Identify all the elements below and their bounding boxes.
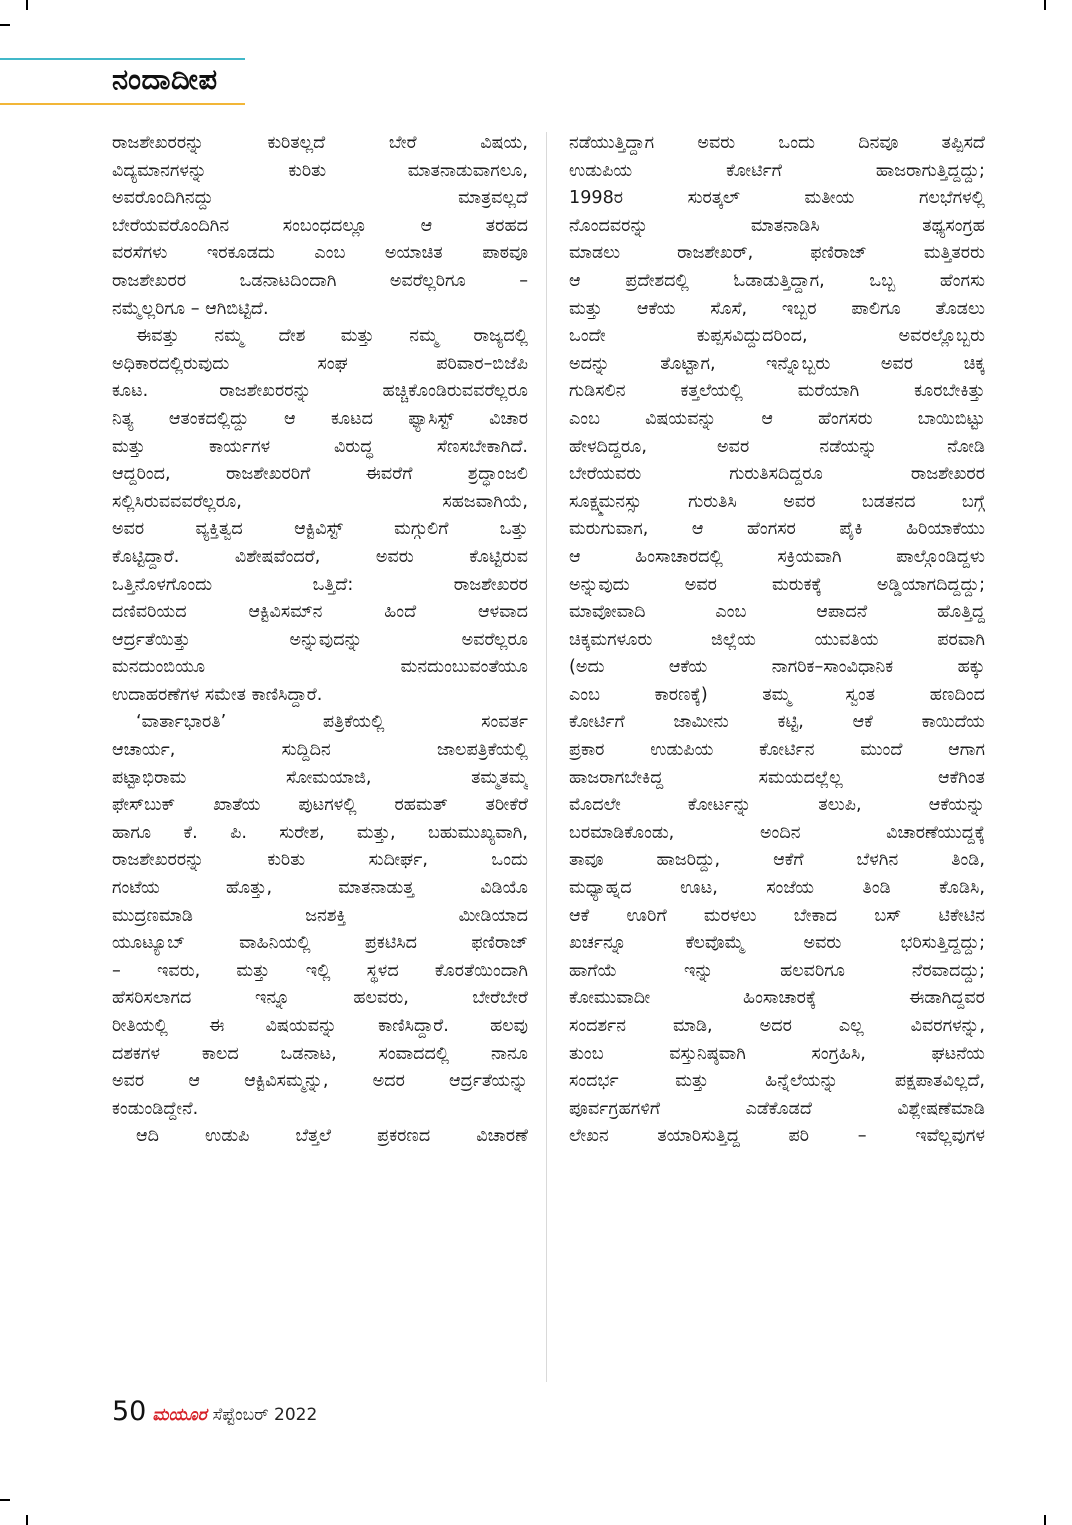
text-line: ಮರುಗುವಾಗ, ಆ ಹೆಂಗಸರ ಪೈಕಿ ಹಿರಿಯಾಕೆಯು bbox=[569, 519, 985, 540]
crop-mark bbox=[1044, 1515, 1046, 1525]
text-line: ಮುದ್ರಣಮಾಡಿ ಜನಶಕ್ತಿ ಮೀಡಿಯಾದ bbox=[112, 905, 528, 926]
text-line: ಸಂದರ್ಶನ ಮಾಡಿ, ಅದರ ಎಲ್ಲ ವಿವರಗಳನ್ನು, bbox=[569, 1016, 985, 1036]
text-line: ಆದಿ ಉಡುಪಿ ಬೆತ್ತಲೆ ಪ್ರಕರಣದ ವಿಚಾರಣೆ bbox=[136, 1126, 528, 1147]
right-column bbox=[569, 130, 985, 1151]
text-line: ಗಂಟೆಯ ಹೊತ್ತು, ಮಾತನಾಡುತ್ತ ವಿಡಿಯೊ bbox=[112, 878, 528, 899]
text-line: ಮತ್ತು ಕಾರ್ಯಗಳ ವಿರುದ್ಧ ಸೆಣಸಬೇಕಾಗಿದೆ. bbox=[112, 436, 528, 457]
text-line: ನಿತ್ಯ ಆತಂಕದಲ್ಲಿದ್ದು ಆ ಕೂಟದ ಫ್ಯಾಸಿಸ್ಟ್ ವಿಚಾರ bbox=[112, 408, 528, 429]
text-line: ಈವತ್ತು ನಮ್ಮ ದೇಶ ಮತ್ತು ನಮ್ಮ ರಾಜ್ಯದಲ್ಲಿ bbox=[136, 326, 528, 347]
text-line: – ಇವರು, ಮತ್ತು ಇಲ್ಲಿ ಸ್ಥಳದ ಕೊರತೆಯಿಂದಾಗಿ bbox=[112, 960, 528, 981]
text-line: ಮಾವೋವಾದಿ ಎಂಬ ಆಪಾದನೆ ಹೊತ್ತಿದ್ದ bbox=[569, 602, 985, 623]
text-line: ಕೊಟ್ಟಿದ್ದಾರೆ. ವಿಶೇಷವೆಂದರೆ, ಅವರು ಕೊಟ್ಟಿರುವ bbox=[112, 546, 528, 567]
text-line: ವಿದ್ಯಮಾನಗಳನ್ನು ಕುರಿತು ಮಾತನಾಡುವಾಗಲೂ, bbox=[112, 160, 528, 181]
text-line: ತುಂಬ ವಸ್ತುನಿಷ್ಠವಾಗಿ ಸಂಗ್ರಹಿಸಿ, ಘಟನೆಯ bbox=[569, 1043, 985, 1064]
text-line: ನಮ್ಮೆಲ್ಲರಿಗೂ – ಆಗಿಬಿಟ್ಟಿದೆ. bbox=[112, 298, 269, 319]
text-line: ‘ವಾರ್ತಾಭಾರತಿ’ ಪತ್ರಿಕೆಯಲ್ಲಿ ಸಂವರ್ತ bbox=[136, 712, 528, 733]
page-number: 50 bbox=[112, 1396, 147, 1427]
text-line: ಸೂಕ್ಷ್ಮಮನಸ್ಸು ಗುರುತಿಸಿ ಅವರ ಬಡತನದ ಬಗ್ಗೆ bbox=[569, 491, 985, 512]
text-line: ದಣಿವರಿಯದ ಆಕ್ಟಿವಿಸಮ್‌ನ ಹಿಂದೆ ಆಳವಾದ bbox=[112, 602, 528, 623]
text-line: ಅವರ ಆ ಆಕ್ಟಿವಿಸಮ್ಮನ್ನು, ಅದರ ಆರ್ದ್ರತೆಯನ್ನು bbox=[112, 1071, 528, 1092]
text-line: ಫೇಸ್‌ಬುಕ್ ಖಾತೆಯ ಪುಟಗಳಲ್ಲಿ ರಹಮತ್ ತರೀಕೆರೆ bbox=[112, 795, 528, 816]
text-line: ಹಾಗೆಯೆ ಇನ್ನು ಹಲವರಿಗೂ ನೆರವಾದದ್ದು; bbox=[569, 960, 985, 981]
text-line: ಮಧ್ಯಾಹ್ನದ ಊಟ, ಸಂಜೆಯ ತಿಂಡಿ ಕೊಡಿಸಿ, bbox=[569, 878, 985, 899]
text-line: ಆಚಾರ್ಯ, ಸುದ್ದಿದಿನ ಜಾಲಪತ್ರಿಕೆಯಲ್ಲಿ bbox=[112, 740, 528, 761]
text-line: ಒಂದೇ ಕುಪ್ಪಸವಿದ್ದುದರಿಂದ, ಅವರಲ್ಲೊಬ್ಬರು bbox=[569, 326, 985, 347]
text-line: ಖರ್ಚನ್ನೂ ಕೆಲವೊಮ್ಮೆ ಅವರು ಭರಿಸುತ್ತಿದ್ದದ್ದು; bbox=[569, 933, 985, 954]
text-line: ಯೂಟ್ಯೂಬ್ ವಾಹಿನಿಯಲ್ಲಿ ಪ್ರಕಟಿಸಿದ ಫಣಿರಾಜ್ bbox=[112, 933, 528, 954]
text-line: ತಾವೂ ಹಾಜರಿದ್ದು, ಆಕೆಗೆ ಬೆಳಗಿನ ತಿಂಡಿ, bbox=[569, 850, 985, 871]
text-line: ಅದನ್ನು ತೊಟ್ಟಾಗ, ಇನ್ನೊಬ್ಬರು ಅವರ ಚಿಕ್ಕ bbox=[569, 353, 985, 374]
text-line: ಬೇರೆಯವರೊಂದಿಗಿನ ಸಂಬಂಧದಲ್ಲೂ ಆ ತರಹದ bbox=[112, 215, 528, 236]
text-line: ಚಿಕ್ಕಮಗಳೂರು ಜಿಲ್ಲೆಯ ಯುವತಿಯ ಪರವಾಗಿ bbox=[569, 629, 985, 650]
text-line: ಅಧಿಕಾರದಲ್ಲಿರುವುದು ಸಂಘ ಪರಿವಾರ–ಬಿಜೆಪಿ bbox=[112, 353, 528, 374]
text-line: ಆ ಪ್ರದೇಶದಲ್ಲಿ ಓಡಾಡುತ್ತಿದ್ದಾಗ, ಒಬ್ಬ ಹೆಂಗಸು bbox=[569, 270, 985, 291]
text-line: ಕೋರ್ಟಿಗೆ ಜಾಮೀನು ಕಟ್ಟಿ, ಆಕೆ ಕಾಯಿದೆಯ bbox=[569, 712, 985, 733]
text-line: ಅನ್ನುವುದು ಅವರ ಮರುಕಕ್ಕೆ ಅಡ್ಡಿಯಾಗದಿದ್ದದ್ದು; bbox=[569, 574, 985, 595]
text-line: ಬರಮಾಡಿಕೊಂಡು, ಅಂದಿನ ವಿಚಾರಣೆಯುದ್ದಕ್ಕೆ bbox=[569, 822, 985, 843]
text-line: ಮಾಡಲು ರಾಜಶೇಖರ್, ಫಣಿರಾಜ್ ಮತ್ತಿತರರು bbox=[569, 243, 985, 264]
text-line: ಉದಾಹರಣೆಗಳ ಸಮೇತ ಕಾಣಿಸಿದ್ದಾರೆ. bbox=[112, 684, 323, 705]
text-line: ರಾಜಶೇಖರರ ಒಡನಾಟದಿಂದಾಗಿ ಅವರೆಲ್ಲರಿಗೂ – bbox=[112, 270, 528, 291]
text-line: ಎಂಬ ವಿಷಯವನ್ನು ಆ ಹೆಂಗಸರು ಬಾಯಿಬಿಟ್ಟು bbox=[569, 408, 985, 429]
text-line: ಒತ್ತಿನೊಳಗೊಂದು ಒತ್ತಿದೆ: ರಾಜಶೇಖರರ bbox=[112, 574, 528, 595]
issue-date: ಸೆಪ್ಟೆಂಬರ್ 2022 bbox=[212, 1405, 318, 1425]
text-line: ಸಲ್ಲಿಸಿರುವವವರೆಲ್ಲರೂ, ಸಹಜವಾಗಿಯೆ, bbox=[112, 491, 528, 512]
text-line: ಆಕೆ ಊರಿಗೆ ಮರಳಲು ಬೇಕಾದ ಬಸ್ ಟಿಕೇಟಿನ bbox=[569, 905, 985, 926]
text-line: ಕೂಟ. ರಾಜಶೇಖರರನ್ನು ಹಚ್ಚಿಕೊಂಡಿರುವವರೆಲ್ಲರೂ bbox=[112, 381, 528, 402]
text-line: ಬೇರೆಯವರು ಗುರುತಿಸದಿದ್ದರೂ ರಾಜಶೇಖರರ bbox=[569, 464, 985, 485]
text-line: ಹಾಗೂ ಕೆ. ಪಿ. ಸುರೇಶ, ಮತ್ತು, ಬಹುಮುಖ್ಯವಾಗಿ, bbox=[112, 822, 528, 843]
text-line: ಕಂಡುಂಡಿದ್ದೇನೆ. bbox=[112, 1098, 199, 1119]
text-line: ನೊಂದವರನ್ನು ಮಾತನಾಡಿಸಿ ತಥ್ಯಸಂಗ್ರಹ bbox=[569, 215, 985, 236]
text-line: ಪೂರ್ವಗ್ರಹಗಳಿಗೆ ಎಡೆಕೊಡದೆ ವಿಶ್ಲೇಷಣೆಮಾಡಿ bbox=[569, 1098, 985, 1119]
crop-mark bbox=[1044, 0, 1046, 10]
text-line: ಗುಡಿಸಲಿನ ಕತ್ತಲೆಯಲ್ಲಿ ಮರೆಯಾಗಿ ಕೂರಬೇಕಿತ್ತು bbox=[569, 381, 985, 402]
crop-mark bbox=[26, 1515, 28, 1525]
magazine-name: ಮಯೂರ bbox=[152, 1405, 207, 1425]
text-line: ಹೆಸರಿಸಲಾಗದ ಇನ್ನೂ ಹಲವರು, ಬೇರೆಬೇರೆ bbox=[112, 988, 528, 1009]
text-line: ಆರ್ದ್ರತೆಯಿತ್ತು ಅನ್ನುವುದನ್ನು ಅವರೆಲ್ಲರೂ bbox=[112, 629, 528, 650]
text-line: ಮತ್ತು ಆಕೆಯ ಸೊಸೆ, ಇಬ್ಬರ ಪಾಲಿಗೂ ತೊಡಲು bbox=[569, 298, 985, 319]
text-line: ಅವರೊಂದಿಗಿನದ್ದು ಮಾತ್ರವಲ್ಲದೆ bbox=[112, 188, 528, 209]
text-line: ಮೊದಲೇ ಕೋರ್ಟನ್ನು ತಲುಪಿ, ಆಕೆಯನ್ನು bbox=[569, 795, 985, 816]
text-line: ಎಂಬ ಕಾರಣಕ್ಕೆ) ತಮ್ಮ ಸ್ವಂತ ಹಣದಿಂದ bbox=[569, 684, 985, 705]
text-line: 1998ರ ಸುರತ್ಕಲ್ ಮತೀಯ ಗಲಭೆಗಳಲ್ಲಿ bbox=[569, 188, 985, 209]
text-line: ರೀತಿಯಲ್ಲಿ ಈ ವಿಷಯವನ್ನು ಕಾಣಿಸಿದ್ದಾರೆ. ಹಲವು bbox=[112, 1016, 528, 1036]
text-line: ಹೇಳದಿದ್ದರೂ, ಅವರ ನಡೆಯನ್ನು ನೋಡಿ bbox=[569, 436, 985, 457]
header-rule-top bbox=[0, 58, 245, 60]
text-line: (ಅದು ಆಕೆಯ ನಾಗರಿಕ–ಸಾಂವಿಧಾನಿಕ ಹಕ್ಕು bbox=[569, 657, 985, 678]
text-line: ಕೋಮುವಾದೀ ಹಿಂಸಾಚಾರಕ್ಕೆ ಈಡಾಗಿದ್ದವರ bbox=[569, 988, 985, 1009]
text-line: ದಶಕಗಳ ಕಾಲದ ಒಡನಾಟ, ಸಂವಾದದಲ್ಲಿ ನಾನೂ bbox=[112, 1043, 528, 1064]
crop-mark bbox=[0, 1499, 10, 1501]
text-line: ವರಸೆಗಳು ಇರಕೂಡದು ಎಂಬ ಅಯಾಚಿತ ಪಾಠವೂ bbox=[112, 243, 528, 264]
text-line: ರಾಜಶೇಖರರನ್ನು ಕುರಿತಲ್ಲದೆ ಬೇರೆ ವಿಷಯ, bbox=[112, 133, 528, 153]
text-line: ಪ್ರಕಾರ ಉಡುಪಿಯ ಕೋರ್ಟಿನ ಮುಂದೆ ಆಗಾಗ bbox=[569, 740, 985, 761]
page-footer bbox=[112, 1396, 317, 1427]
text-line: ಆ ಹಿಂಸಾಚಾರದಲ್ಲಿ ಸಕ್ರಿಯವಾಗಿ ಪಾಲ್ಗೊಂಡಿದ್ದಳು bbox=[569, 546, 985, 567]
text-line: ಹಾಜರಾಗಬೇಕಿದ್ದ ಸಮಯದಲ್ಲೆಲ್ಲ ಆಕೆಗಿಂತ bbox=[569, 767, 985, 788]
column-divider bbox=[546, 132, 547, 1382]
left-column bbox=[112, 130, 528, 1151]
header-rule-bottom bbox=[0, 103, 245, 105]
crop-mark bbox=[26, 0, 28, 10]
text-line: ಆದ್ದರಿಂದ, ರಾಜಶೇಖರರಿಗೆ ಈವರೆಗೆ ಶ್ರದ್ಧಾಂಜಲಿ bbox=[112, 464, 528, 485]
text-line: ಉಡುಪಿಯ ಕೋರ್ಟಿಗೆ ಹಾಜರಾಗುತ್ತಿದ್ದದ್ದು; bbox=[569, 160, 985, 181]
text-line: ನಡೆಯುತ್ತಿದ್ದಾಗ ಅವರು ಒಂದು ದಿನವೂ ತಪ್ಪಿಸದೆ bbox=[569, 133, 985, 153]
text-line: ಪಟ್ಟಾಭಿರಾಮ ಸೋಮಯಾಜಿ, ತಮ್ಮತಮ್ಮ bbox=[112, 767, 528, 788]
crop-mark bbox=[0, 24, 10, 26]
text-line: ಸಂದರ್ಭ ಮತ್ತು ಹಿನ್ನೆಲೆಯನ್ನು ಪಕ್ಷಪಾತವಿಲ್ಲದೆ, bbox=[569, 1071, 985, 1092]
text-line: ಲೇಖನ ತಯಾರಿಸುತ್ತಿದ್ದ ಪರಿ – ಇವೆಲ್ಲವುಗಳ bbox=[569, 1126, 985, 1147]
text-line: ರಾಜಶೇಖರರನ್ನು ಕುರಿತು ಸುದೀರ್ಘ, ಒಂದು bbox=[112, 850, 528, 871]
text-line: ಮನದುಂಬಿಯೂ ಮನದುಂಬುವಂತೆಯೂ bbox=[112, 657, 528, 678]
section-title: ನಂದಾದೀಪ bbox=[112, 62, 218, 96]
text-line: ಅವರ ವ್ಯಕ್ತಿತ್ವದ ಆಕ್ಟಿವಿಸ್ಟ್ ಮಗ್ಗುಲಿಗೆ ಒತ್ತು bbox=[112, 519, 528, 540]
